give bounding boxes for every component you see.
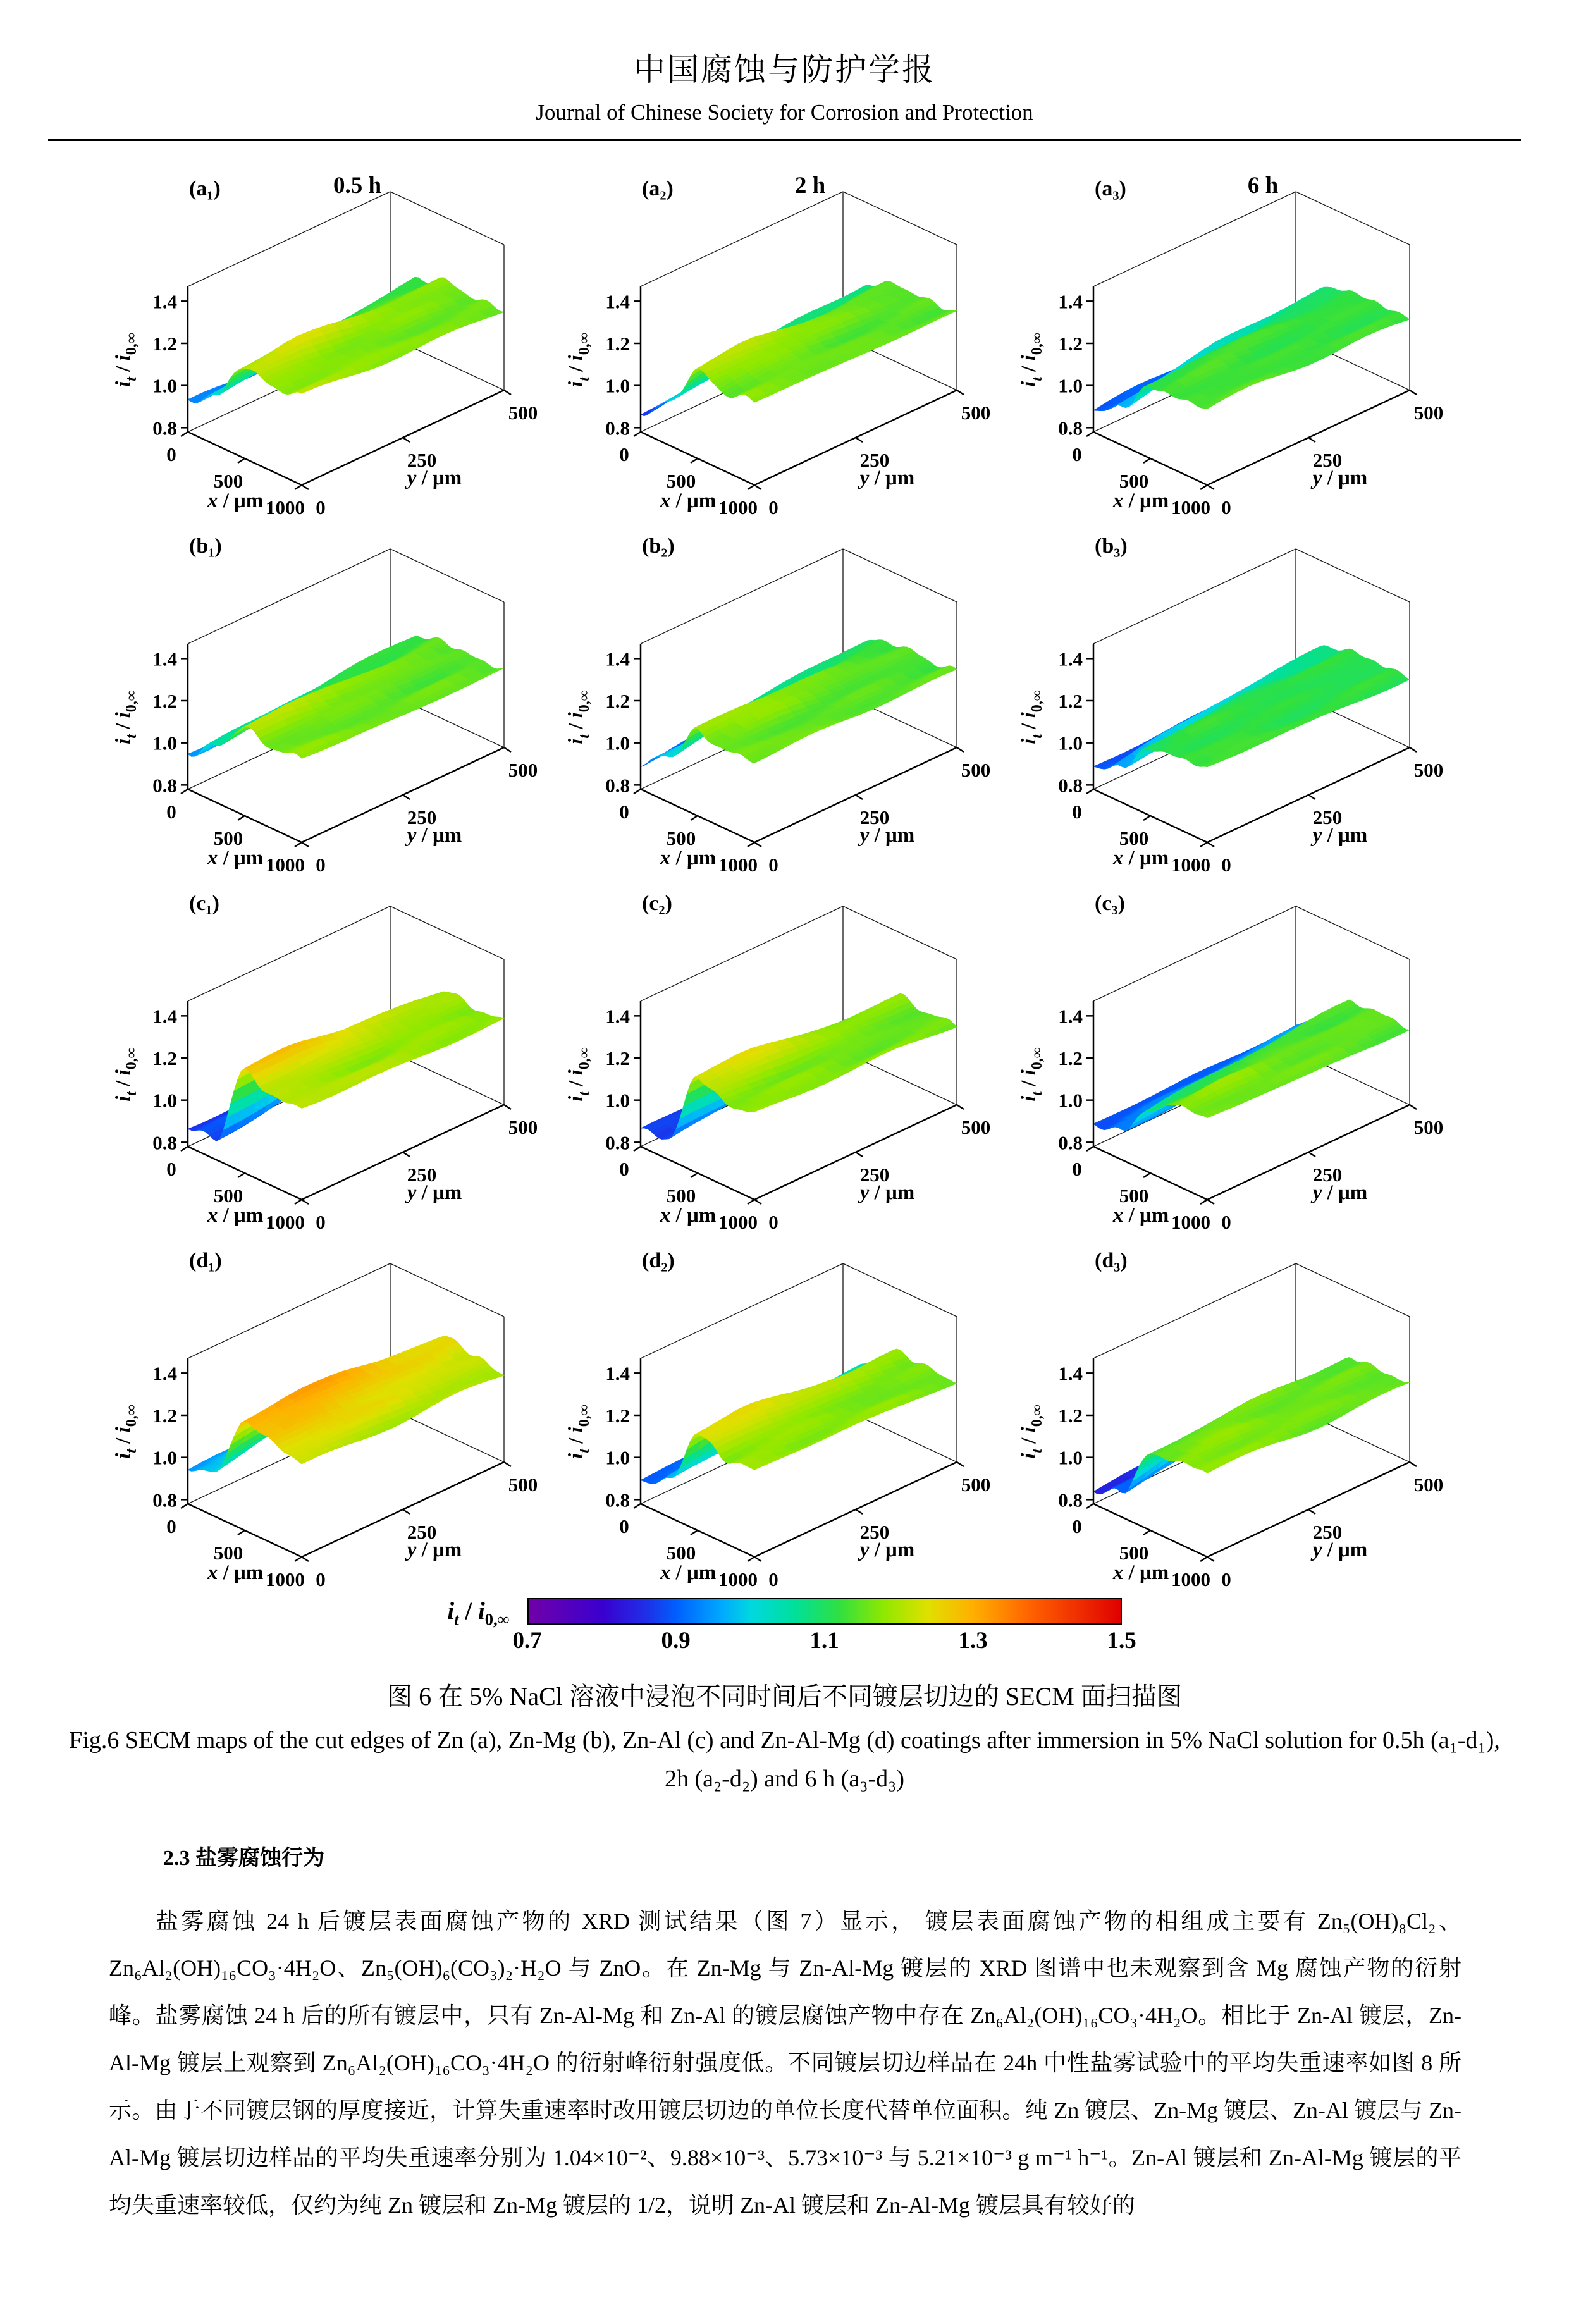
svg-text:0: 0 (1072, 801, 1082, 823)
svg-text:1.2: 1.2 (605, 1047, 630, 1069)
svg-text:1.2: 1.2 (1058, 333, 1083, 355)
svg-text:500: 500 (1119, 827, 1148, 849)
svg-text:500: 500 (666, 470, 696, 492)
svg-text:0: 0 (1072, 443, 1082, 465)
surface-plot-b1 (106, 517, 558, 875)
svg-text:1000: 1000 (718, 1211, 758, 1232)
svg-text:y / μm: y / μm (404, 1539, 462, 1561)
section-heading: 2.3 盐雾腐蚀行为 (163, 1840, 1461, 1871)
svg-text:1.4: 1.4 (1058, 1005, 1083, 1027)
svg-text:0.8: 0.8 (605, 774, 630, 796)
svg-text:0: 0 (316, 496, 326, 517)
svg-text:500: 500 (508, 402, 538, 424)
surface-plot-d2 (558, 1232, 1011, 1589)
surface-plot-a3 (1011, 160, 1464, 517)
column-header-1: 0.5 h (333, 173, 381, 199)
svg-text:1.0: 1.0 (152, 732, 177, 754)
svg-text:1.0: 1.0 (152, 375, 177, 397)
colorbar-tick: 1.5 (1107, 1627, 1136, 1654)
svg-text:500: 500 (961, 1116, 990, 1138)
svg-text:1000: 1000 (266, 854, 305, 875)
surface-plot-c2 (558, 875, 1011, 1232)
svg-text:1.0: 1.0 (1058, 375, 1083, 397)
svg-text:1000: 1000 (718, 496, 758, 517)
panel-label-a3: (a₃) (1095, 177, 1126, 200)
svg-text:y / μm: y / μm (1310, 824, 1367, 847)
svg-text:y / μm: y / μm (404, 1181, 462, 1204)
surface-plot-a2 (558, 160, 1011, 517)
secm-panel-a2 (558, 160, 1011, 517)
svg-text:250: 250 (407, 1521, 436, 1543)
svg-text:500: 500 (1119, 470, 1148, 492)
svg-text:500: 500 (666, 1184, 696, 1207)
svg-text:1000: 1000 (266, 496, 305, 517)
svg-text:1000: 1000 (266, 1568, 305, 1589)
svg-text:0.8: 0.8 (152, 1131, 177, 1153)
svg-text:1.0: 1.0 (1058, 1090, 1083, 1112)
svg-text:1.2: 1.2 (152, 1047, 177, 1069)
figure-caption-zh: 图 6 在 5% NaCl 溶液中浸泡不同时间后不同镀层切边的 SECM 面扫描图 (38, 1676, 1531, 1712)
svg-text:y / μm: y / μm (857, 1181, 914, 1204)
colorbar-scale (527, 1598, 1122, 1657)
svg-text:500: 500 (1413, 1116, 1443, 1138)
svg-text:1.4: 1.4 (152, 648, 177, 670)
svg-text:1.4: 1.4 (152, 290, 177, 312)
secm-panel-a1 (106, 160, 558, 517)
svg-text:1000: 1000 (1171, 1211, 1210, 1232)
svg-text:0: 0 (1072, 1158, 1082, 1180)
secm-panel-b2 (558, 517, 1011, 875)
svg-text:it / i0,∞: $i_t / i_{0,\infty}$ (1018, 690, 1045, 744)
svg-text:x / μm: x / μm (206, 489, 262, 512)
svg-text:250: 250 (1312, 1164, 1342, 1186)
svg-text:250: 250 (859, 806, 889, 828)
svg-text:0: 0 (619, 443, 629, 465)
panel-label-b2: (b₂) (642, 534, 675, 558)
column-header-3: 6 h (1247, 173, 1278, 199)
svg-text:0.8: 0.8 (605, 1131, 630, 1153)
svg-text:1.0: 1.0 (1058, 732, 1083, 754)
svg-text:500: 500 (961, 402, 990, 424)
svg-text:500: 500 (213, 1542, 243, 1564)
svg-text:1.4: 1.4 (605, 290, 630, 312)
journal-header (0, 44, 1569, 125)
svg-text:y / μm: y / μm (857, 467, 914, 489)
svg-text:0.8: 0.8 (1058, 417, 1083, 439)
svg-text:500: 500 (666, 827, 696, 849)
svg-text:0: 0 (768, 496, 778, 517)
journal-title-zh: 中国腐蚀与防护学报 (0, 44, 1569, 90)
panel-label-a1: (a₁) (189, 177, 221, 200)
svg-text:x / μm: x / μm (206, 1204, 262, 1227)
svg-text:y / μm: y / μm (1310, 467, 1367, 489)
svg-text:0.8: 0.8 (605, 417, 630, 439)
svg-text:y / μm: y / μm (857, 824, 914, 847)
colorbar-tick: 0.7 (512, 1627, 541, 1654)
svg-text:1.4: 1.4 (1058, 290, 1083, 312)
svg-text:0: 0 (619, 1158, 629, 1180)
surface-plot-d1 (106, 1232, 558, 1589)
svg-text:1.2: 1.2 (152, 333, 177, 355)
panel-label-d3: (d₃) (1095, 1249, 1128, 1272)
secm-figure-grid (0, 160, 1569, 1589)
surface-plot-c3 (1011, 875, 1464, 1232)
secm-panel-d1 (106, 1232, 558, 1589)
surface-plot-d3 (1011, 1232, 1464, 1589)
svg-text:500: 500 (1413, 759, 1443, 781)
svg-text:250: 250 (407, 449, 436, 471)
colorbar (0, 1598, 1569, 1657)
svg-text:0: 0 (768, 1211, 778, 1232)
svg-text:1.0: 1.0 (605, 732, 630, 754)
secm-panel-d3 (1011, 1232, 1464, 1589)
svg-text:500: 500 (213, 827, 243, 849)
body-paragraph: 盐雾腐蚀 24 h 后镀层表面腐蚀产物的 XRD 测试结果（图 7）显示， 镀层表面腐蚀产物的相组成主要有 Zn₅(OH)₈Cl₂、Zn₆Al₂(OH)₁₆CO₃·4H₂O、Zn₅(OH)₆(CO₃)₂·H₂O 与 ZnO。在 Zn-Mg 与 Zn-Al-Mg 镀层的 XRD 图谱中也未观察到含 Mg 腐蚀产物的衍射峰。盐雾腐蚀 24 h 后的所有镀层中，只有 Zn-Al-Mg 和 Zn-Al 的镀层腐蚀产物中存在 Zn₆Al₂(OH)₁₆CO₃·4H₂O。相比于 Zn-Al 镀层，Zn-Al-Mg 镀层上观察到 Zn₆Al₂(OH)₁₆CO₃·4H₂O 的衍射峰衍射强度低。不同镀层切边样品在 24h 中性盐雾试验中的平均失重速率如图 8 所示。由于不同镀层钢的厚度接近，计算失重速率时改用镀层切边的单位长度代替单位面积。纯 Zn 镀层、Zn-Mg 镀层、Zn-Al 镀层与 Zn-Al-Mg 镀层切边样品的平均失重速率分别为 1.04×10⁻²、9.88×10⁻³、5.73×10⁻³ 与 5.21×10⁻³ g m⁻¹ h⁻¹。Zn-Al 镀层和 Zn-Al-Mg 镀层的平均失重速率较低，仅约为纯 Zn 镀层和 Zn-Mg 镀层的 1/2，说明 Zn-Al 镀层和 Zn-Al-Mg 镀层具有较好的 (109, 1898, 1461, 2229)
svg-text:0: 0 (619, 801, 629, 823)
svg-text:0.8: 0.8 (1058, 774, 1083, 796)
svg-text:1000: 1000 (1171, 854, 1210, 875)
svg-text:0: 0 (316, 1568, 326, 1589)
surface-plot-b3 (1011, 517, 1464, 875)
figure-caption-en: Fig.6 SECM maps of the cut edges of Zn (a), Zn-Mg (b), Zn-Al (c) and Zn-Al-Mg (d) coatings after immersion in 5% NaCl solution for 0.5h (a₁-d₁), 2h (a₂-d₂) and 6 h (a₃-d₃) (61, 1721, 1509, 1798)
svg-text:1.2: 1.2 (1058, 690, 1083, 712)
secm-panel-b1 (106, 517, 558, 875)
svg-text:250: 250 (407, 1164, 436, 1186)
svg-text:x / μm: x / μm (1112, 489, 1168, 512)
colorbar-tick: 1.1 (809, 1627, 839, 1654)
secm-panel-d2 (558, 1232, 1011, 1589)
svg-text:1.0: 1.0 (152, 1090, 177, 1112)
svg-text:it / i0,∞: $i_t / i_{0,\infty}$ (112, 1047, 140, 1102)
svg-text:y / μm: y / μm (404, 467, 462, 489)
svg-text:y / μm: y / μm (404, 824, 462, 847)
svg-text:1000: 1000 (266, 1211, 305, 1232)
svg-text:0: 0 (1221, 854, 1231, 875)
surface-plot-c1 (106, 875, 558, 1232)
svg-text:500: 500 (961, 759, 990, 781)
header-rule (48, 139, 1521, 141)
svg-text:500: 500 (1413, 402, 1443, 424)
svg-text:it / i0,∞: $i_t / i_{0,\infty}$ (565, 690, 593, 744)
svg-text:1.2: 1.2 (605, 333, 630, 355)
colorbar-tick: 0.9 (661, 1627, 690, 1654)
colorbar-label: $i_t / i_{0,\infty}$ (447, 1598, 509, 1632)
svg-text:0.8: 0.8 (152, 417, 177, 439)
svg-text:500: 500 (508, 759, 538, 781)
svg-text:x / μm: x / μm (1112, 1204, 1168, 1227)
svg-text:1.2: 1.2 (605, 690, 630, 712)
svg-text:250: 250 (407, 806, 436, 828)
svg-text:0: 0 (166, 1158, 176, 1180)
panel-label-a2: (a₂) (642, 177, 674, 200)
svg-text:1.0: 1.0 (605, 1090, 630, 1112)
svg-text:0: 0 (1221, 1211, 1231, 1232)
svg-text:1.4: 1.4 (1058, 648, 1083, 670)
svg-text:500: 500 (508, 1473, 538, 1496)
svg-text:x / μm: x / μm (659, 489, 715, 512)
svg-text:x / μm: x / μm (206, 847, 262, 870)
svg-text:250: 250 (859, 1164, 889, 1186)
svg-text:0: 0 (316, 854, 326, 875)
journal-title-en: Journal of Chinese Society for Corrosion and Protection (0, 100, 1569, 125)
svg-text:it / i0,∞: $i_t / i_{0,\infty}$ (112, 333, 140, 387)
panel-label-d2: (d₂) (642, 1249, 675, 1272)
surface-plot-a1 (106, 160, 558, 517)
svg-text:250: 250 (1312, 806, 1342, 828)
page-body (0, 160, 1569, 2229)
svg-text:it / i0,∞: $i_t / i_{0,\infty}$ (1018, 333, 1045, 387)
svg-text:0: 0 (1221, 496, 1231, 517)
secm-panel-b3 (1011, 517, 1464, 875)
svg-text:it / i0,∞: $i_t / i_{0,\infty}$ (565, 333, 593, 387)
secm-panel-a3 (1011, 160, 1464, 517)
svg-text:250: 250 (1312, 449, 1342, 471)
panel-label-b1: (b₁) (189, 534, 222, 558)
panel-label-c1: (c₁) (189, 892, 219, 915)
svg-text:it / i0,∞: $i_t / i_{0,\infty}$ (1018, 1047, 1045, 1102)
svg-text:x / μm: x / μm (206, 1561, 262, 1584)
svg-text:it / i0,∞: $i_t / i_{0,\infty}$ (112, 1405, 140, 1459)
svg-text:1.2: 1.2 (1058, 1047, 1083, 1069)
svg-text:0: 0 (768, 854, 778, 875)
colorbar-tick: 1.3 (958, 1627, 987, 1654)
svg-text:1.2: 1.2 (152, 1405, 177, 1427)
svg-text:it / i0,∞: $i_t / i_{0,\infty}$ (112, 690, 140, 744)
column-header-2: 2 h (794, 173, 825, 199)
svg-text:500: 500 (1119, 1184, 1148, 1207)
svg-text:1.4: 1.4 (605, 1005, 630, 1027)
panel-label-b3: (b₃) (1095, 534, 1128, 558)
secm-panel-c1 (106, 875, 558, 1232)
svg-text:x / μm: x / μm (659, 847, 715, 870)
svg-text:1000: 1000 (1171, 496, 1210, 517)
colorbar-tick-labels (527, 1625, 1122, 1657)
svg-text:1.0: 1.0 (152, 1447, 177, 1469)
secm-panel-c2 (558, 875, 1011, 1232)
panel-label-d1: (d₁) (189, 1249, 222, 1272)
svg-text:1.4: 1.4 (152, 1005, 177, 1027)
svg-text:1.2: 1.2 (152, 690, 177, 712)
panel-label-c2: (c₂) (642, 892, 672, 915)
svg-text:y / μm: y / μm (1310, 1181, 1367, 1204)
colorbar-gradient (527, 1598, 1122, 1625)
svg-text:0: 0 (166, 443, 176, 465)
svg-text:0.8: 0.8 (1058, 1131, 1083, 1153)
panel-label-c3: (c₃) (1095, 892, 1125, 915)
svg-text:it / i0,∞: $i_t / i_{0,\infty}$ (565, 1047, 593, 1102)
svg-text:0: 0 (166, 801, 176, 823)
svg-text:1.4: 1.4 (152, 1362, 177, 1384)
svg-text:1.4: 1.4 (605, 648, 630, 670)
svg-text:x / μm: x / μm (1112, 847, 1168, 870)
svg-text:0.8: 0.8 (152, 1489, 177, 1511)
svg-text:500: 500 (213, 470, 243, 492)
svg-text:1000: 1000 (718, 854, 758, 875)
svg-text:1.0: 1.0 (605, 375, 630, 397)
secm-panel-c3 (1011, 875, 1464, 1232)
surface-plot-b2 (558, 517, 1011, 875)
svg-text:500: 500 (508, 1116, 538, 1138)
svg-text:500: 500 (213, 1184, 243, 1207)
svg-text:250: 250 (859, 449, 889, 471)
svg-text:x / μm: x / μm (659, 1204, 715, 1227)
svg-text:0: 0 (166, 1515, 176, 1537)
svg-text:0.8: 0.8 (152, 774, 177, 796)
svg-text:0: 0 (316, 1211, 326, 1232)
